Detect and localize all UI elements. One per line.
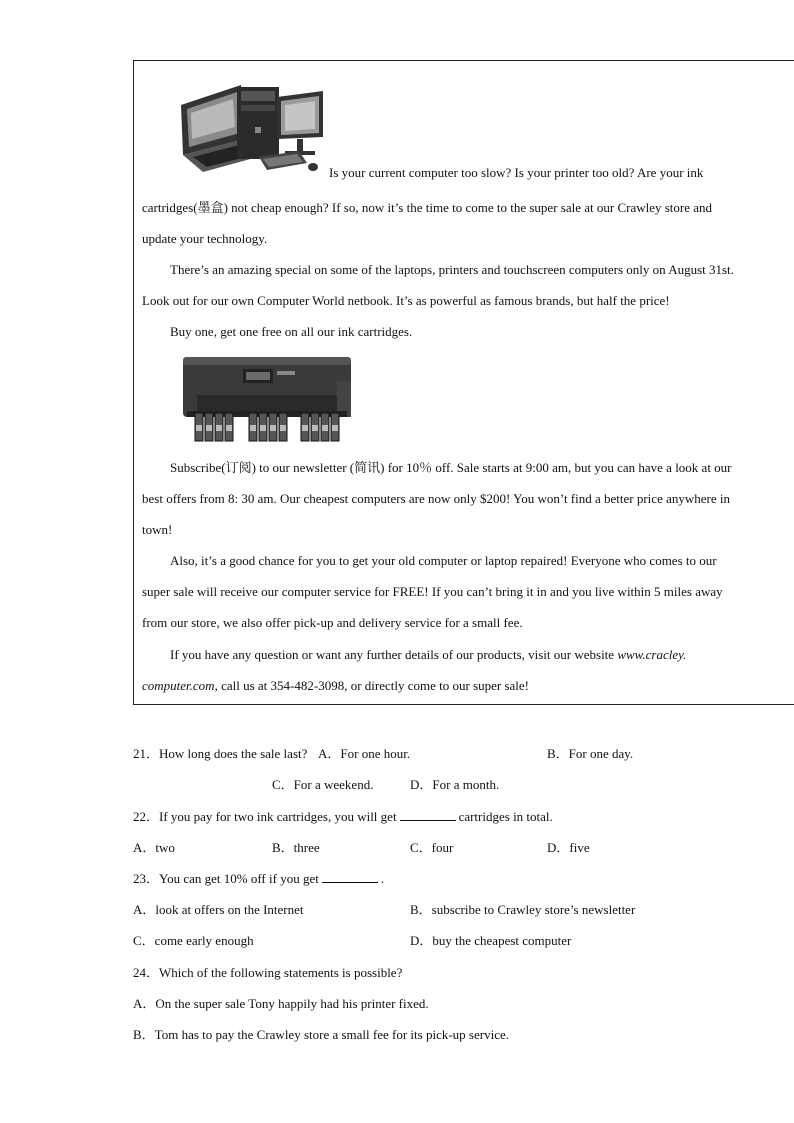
- printer-image: [177, 351, 357, 449]
- question-22-stem: [133, 809, 553, 825]
- advertisement-box: [133, 60, 794, 705]
- question-21-option-c[interactable]: C．For a weekend.: [272, 777, 374, 792]
- question-22-option-b[interactable]: B．three: [272, 840, 320, 855]
- question-23-option-d[interactable]: D．buy the cheapest computer: [410, 933, 572, 948]
- question-22-option-c[interactable]: C．four: [410, 840, 454, 855]
- contact-text-pre: If you have any question or want any further details of our products, visit our website: [170, 647, 618, 662]
- ad-paragraph-6-line-1: [170, 647, 686, 663]
- ad-paragraph-1-line-1: Is your current computer too slow? Is your printer too old? Are your ink: [329, 165, 704, 180]
- website-url-part-1[interactable]: www.cracley.: [617, 647, 687, 662]
- question-22-stem-pre: 22．If you pay for two ink cartridges, you will get: [133, 809, 397, 824]
- ad-paragraph-2-line-1: There’s an amazing special on some of the laptops, printers and touchscreen computers only on August 31st.: [170, 262, 734, 277]
- ad-paragraph-4-line-2: best offers from 8: 30 am. Our cheapest computers are now only $200! You won’t find a better price anywhere in: [142, 491, 730, 506]
- answer-blank: [322, 871, 378, 883]
- website-url-part-2[interactable]: computer.com: [142, 678, 215, 693]
- question-24-option-b[interactable]: B．Tom has to pay the Crawley store a small fee for its pick-up service.: [133, 1027, 509, 1042]
- question-21-option-d[interactable]: D．For a month.: [410, 777, 500, 792]
- question-23-option-a[interactable]: A．look at offers on the Internet: [133, 902, 304, 917]
- question-23-stem: [133, 871, 384, 887]
- ad-paragraph-6-line-2: [142, 678, 529, 694]
- question-22-option-a[interactable]: A．two: [133, 840, 175, 855]
- question-24-option-a[interactable]: A．On the super sale Tony happily had his printer fixed.: [133, 996, 429, 1011]
- question-23-stem-post: .: [380, 871, 385, 886]
- ad-paragraph-5-line-2: super sale will receive our computer service for FREE! If you can’t bring it in and you live within 5 miles away: [142, 584, 723, 599]
- answer-blank: [400, 809, 456, 821]
- computer-setup-image: [173, 77, 328, 177]
- question-23-stem-pre: 23．You can get 10% off if you get: [133, 871, 319, 886]
- ad-paragraph-3-line-1: Buy one, get one free on all our ink cartridges.: [170, 324, 413, 339]
- question-21-stem: 21．How long does the sale last?: [133, 746, 308, 761]
- question-21-option-b[interactable]: B．For one day.: [547, 746, 634, 761]
- ad-paragraph-5-line-3: from our store, we also offer pick-up and delivery service for a small fee.: [142, 615, 523, 630]
- ad-paragraph-1-line-2: cartridges(墨盒) not cheap enough? If so, now it’s the time to come to the super sale at our Crawley store and: [142, 200, 713, 215]
- question-23-option-b[interactable]: B．subscribe to Crawley store’s newsletter: [410, 902, 636, 917]
- question-21-option-a[interactable]: A．For one hour.: [318, 746, 411, 761]
- question-22-option-d[interactable]: D．five: [547, 840, 590, 855]
- ad-paragraph-1-line-3: update your technology.: [142, 231, 268, 246]
- ad-paragraph-2-line-2: Look out for our own Computer World netbook. It’s as powerful as famous brands, but half the price!: [142, 293, 670, 308]
- question-24-stem: 24．Which of the following statements is possible?: [133, 965, 403, 980]
- ad-paragraph-4-line-3: town!: [142, 522, 173, 537]
- ad-paragraph-5-line-1: Also, it’s a good chance for you to get your old computer or laptop repaired! Everyone who comes to our: [170, 553, 717, 568]
- question-22-stem-post: cartridges in total.: [458, 809, 553, 824]
- contact-text-post: , call us at 354-482-3098, or directly come to our super sale!: [214, 678, 530, 693]
- ad-paragraph-4-line-1: Subscribe(订阅) to our newsletter (简讯) for 10％ off. Sale starts at 9:00 am, but you can have a look at our: [170, 460, 732, 475]
- question-23-option-c[interactable]: C．come early enough: [133, 933, 254, 948]
